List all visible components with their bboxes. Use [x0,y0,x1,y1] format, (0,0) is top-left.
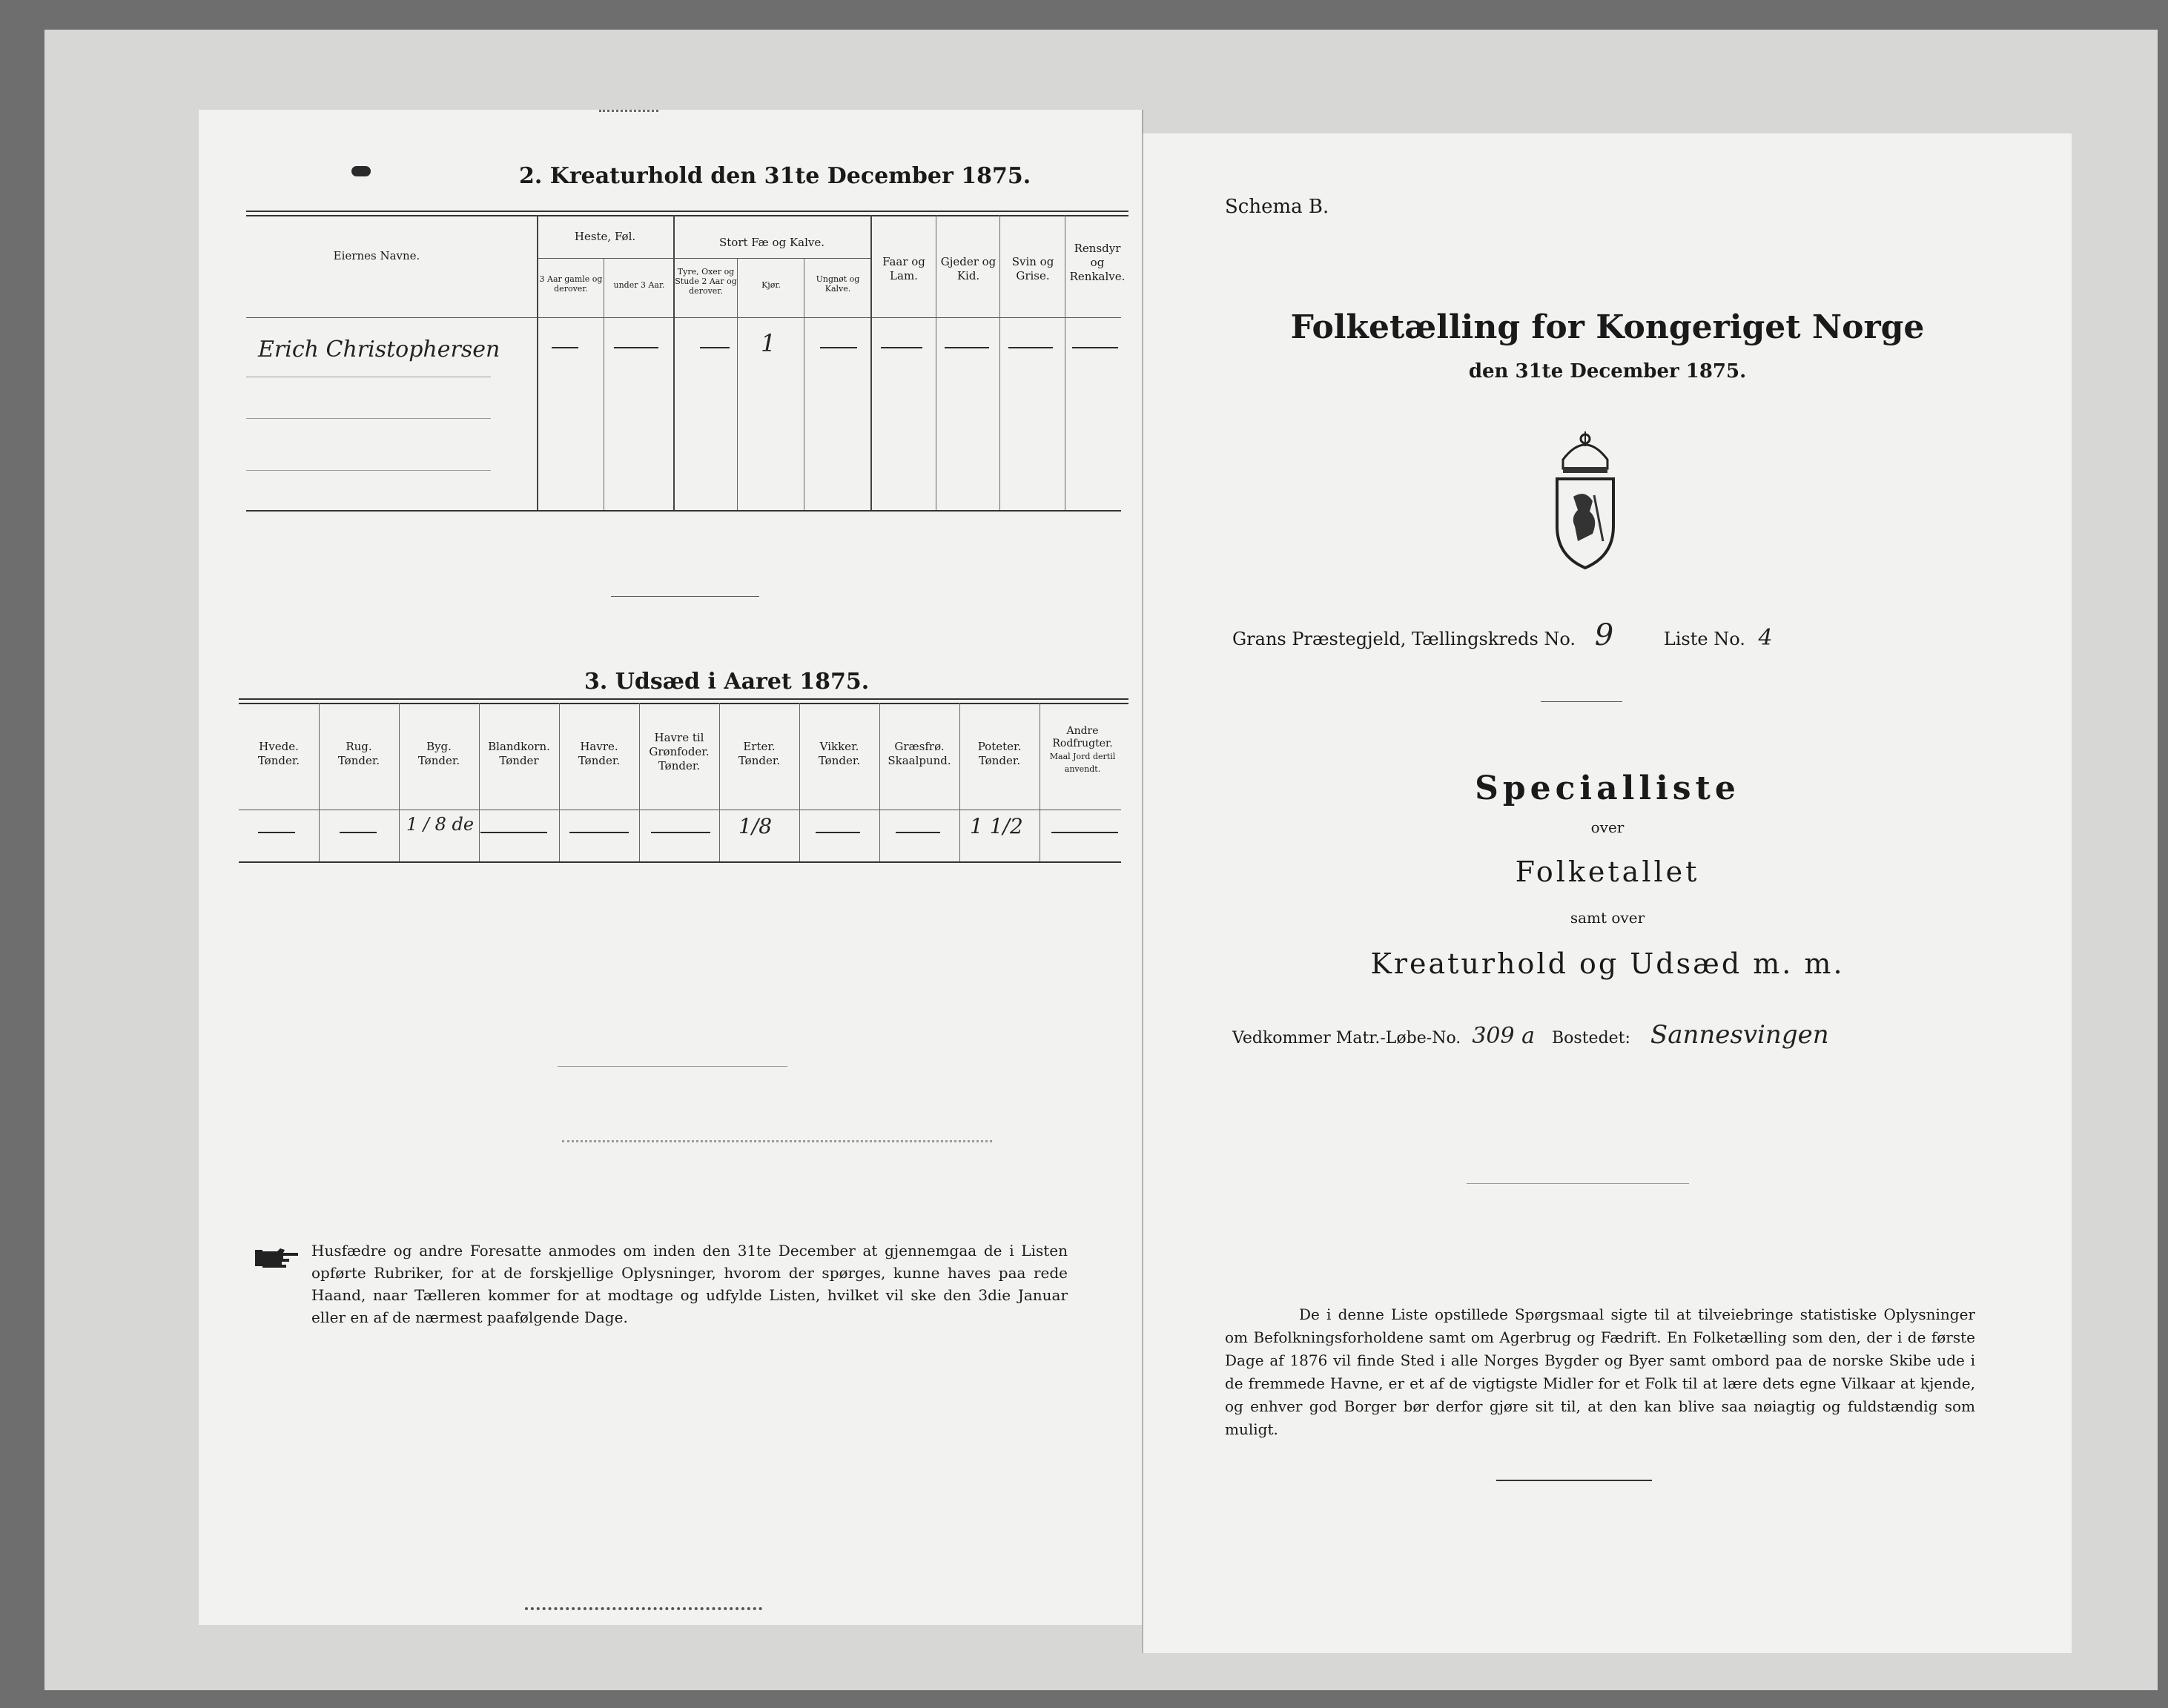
header-byg [399,740,479,768]
dash [896,832,940,833]
dash [1072,347,1118,348]
header-havre-name: Havre. [580,740,618,753]
header-andre-name: Andre Rodfrugter. [1052,725,1113,749]
header-reindeer: Rensdyr og Renkalve. [1069,242,1126,283]
faint-marks [562,1140,992,1148]
col-divider [479,703,480,861]
header-byg-name: Byg. [426,740,452,753]
erter-value: 1/8 [738,814,773,838]
section2-title: 2. Kreaturhold den 31te December 1875. [519,163,1031,189]
liste-number: 4 [1758,625,1773,651]
separator [558,1066,787,1067]
info-paragraph: De i denne Liste opstillede Spørgsmaal sigte til at tilveiebringe statistiske Oplysninger om Befolkningsforholdene samt om Agerbrug og Fædrift. En Folketælling som den, der i de første Dage af 1876 vil finde Sted i alle Norges Bygder og Byer samt ombord paa de norske Skibe ude i de fremmede Havne, er et af de vigtigste Midler for et Folk til at lære dets egne Vilkaar at kjende, og enhver god Borger bør derfor gjøre sit til, at den kan blive saa nøiagtig og fuldstændig som muligt. [1225,1305,1975,1438]
col-divider [639,703,640,861]
faint-top-marks [599,110,658,122]
row-rule [246,418,491,419]
header-goats: Gjeder og Kid. [940,255,997,282]
end-rule [1496,1480,1652,1481]
table-rule-bottom [246,510,1121,512]
header-graesfro-unit: Skaalpund. [888,754,951,767]
header-blandkorn [479,740,559,768]
separator [1541,701,1622,702]
col-divider [737,258,738,510]
header-vikker-unit: Tønder. [818,754,861,767]
header-havre-gronfoder [639,731,719,773]
col-divider [559,703,560,861]
header-horses-young: under 3 Aar. [613,280,665,290]
col-divider [537,215,538,510]
col-divider [399,703,400,861]
dash [945,347,989,348]
header-owner: Eiernes Navne. [333,249,420,262]
table-rule-top2 [246,215,1128,216]
table-rule-top2 [239,703,1128,704]
col-divider [719,703,720,861]
dash [480,832,547,833]
left-page [199,110,1143,1625]
header-andre-rodfrugter [1041,725,1124,775]
header-havre-unit: Tønder. [578,754,621,767]
header-sheep: Faar og Lam. [882,255,925,282]
col-divider [319,703,320,861]
header-rug-unit: Tønder. [337,754,380,767]
header-blandkorn-unit: Tønder [499,754,539,767]
col-divider [999,215,1000,510]
header-blandkorn-name: Blandkorn. [488,740,550,753]
col-divider [799,703,800,861]
folketallet-text: Folketallet [1515,855,1700,888]
dash [569,832,629,833]
dash [340,832,377,833]
header-rug [319,740,399,768]
main-title: Folketælling for Kongeriget Norge [1290,308,1925,346]
header-havre-gronfoder-unit: Tønder. [658,759,701,772]
row-rule [246,470,491,471]
cows-count: 1 [761,329,776,357]
district-number: 9 [1594,618,1614,652]
header-graesfro-name: Græsfrø. [894,740,945,753]
header-rug-name: Rug. [346,740,372,753]
header-poteter-unit: Tønder. [978,754,1021,767]
table-rule-top [246,211,1128,212]
col-divider [879,703,880,861]
dash [614,347,658,348]
norwegian-coat-of-arms-icon [1548,430,1622,571]
header-cattle: Stort Fæ og Kalve. [718,236,825,249]
header-vikker-name: Vikker. [819,740,859,753]
dash [651,832,710,833]
district-prefix: Grans Præstegjeld, Tællingskreds No. [1232,629,1576,649]
header-havre [559,740,639,768]
dash [258,832,295,833]
district-line [1232,618,1773,652]
header-graesfro [879,740,959,768]
header-hvede-name: Hvede. [259,740,299,753]
col-divider [673,215,675,510]
header-rule [246,317,1121,318]
bosted-value: Sannesvingen [1650,1020,1829,1050]
header-horses-old: 3 Aar gamle og derover. [539,274,603,294]
specialliste-title: Specialliste [1475,769,1740,807]
header-havre-gronfoder-name: Havre til Grønfoder. [649,731,710,758]
header-poteter [959,740,1040,768]
kreatur-text: Kreaturhold og Udsæd m. m. [1370,947,1845,980]
table-rule-bottom [239,861,1121,863]
owner-name: Erich Christophersen [258,337,500,363]
col-divider [959,703,960,861]
section3-title: 3. Udsæd i Aaret 1875. [584,669,870,695]
ink-blot [351,166,371,176]
col-divider [870,215,872,510]
header-andre-unit: Maal Jord dertil anvendt. [1049,752,1116,774]
footnote-text: Husfædre og andre Foresatte anmodes om inden den 31te December at gjennemgaa de i Listen opførte Rubriker, for at de forskjellige Oplysninger, hvorom der spørges, kunne haves paa rede Haand, naar Tælleren kommer for at modtage og udfylde Listen, hvilket vil ske den 3die Januar eller en af de nærmest paafølgende Dage. [311,1242,1068,1326]
subheader-rule [537,258,870,259]
header-byg-unit: Tønder. [417,754,460,767]
header-cows: Kjør. [761,280,781,290]
dash [881,347,922,348]
right-page [1142,133,2072,1653]
header-erter-name: Erter. [743,740,776,753]
schema-label: Schema B. [1225,196,1329,218]
header-young-cattle: Ungnøt og Kalve. [816,274,860,294]
pointing-hand-icon [255,1245,300,1271]
poteter-value: 1 1/2 [970,814,1023,838]
separator [1467,1183,1689,1184]
header-horses: Heste, Føl. [574,230,636,243]
title-date: den 31te December 1875. [1468,360,1747,383]
dash [700,347,730,348]
dash [816,832,860,833]
table-rule-top [239,698,1128,700]
dash [1008,347,1053,348]
header-bulls: Tyre, Oxer og Stude 2 Aar og derover. [675,267,737,296]
dash [552,347,578,348]
samt-over-text: samt over [1570,909,1645,927]
header-pigs: Svin og Grise. [1011,255,1054,282]
header-hvede [239,740,319,768]
over-text: over [1590,818,1625,836]
header-poteter-name: Poteter. [977,740,1022,753]
matr-label: Vedkommer Matr.-Løbe-No. [1232,1029,1461,1047]
bosted-label: Bostedet: [1552,1029,1630,1047]
matr-value: 309 a [1472,1023,1535,1049]
dash [1051,832,1118,833]
liste-label: Liste No. [1663,629,1745,649]
byg-value: 1 / 8 de [406,814,475,835]
header-erter [719,740,799,768]
dash [820,347,857,348]
header-erter-unit: Tønder. [738,754,781,767]
separator [611,596,759,597]
matr-line [1232,1020,1829,1050]
header-vikker [799,740,879,768]
header-hvede-unit: Tønder. [257,754,300,767]
bottom-faint-marks [525,1607,762,1610]
